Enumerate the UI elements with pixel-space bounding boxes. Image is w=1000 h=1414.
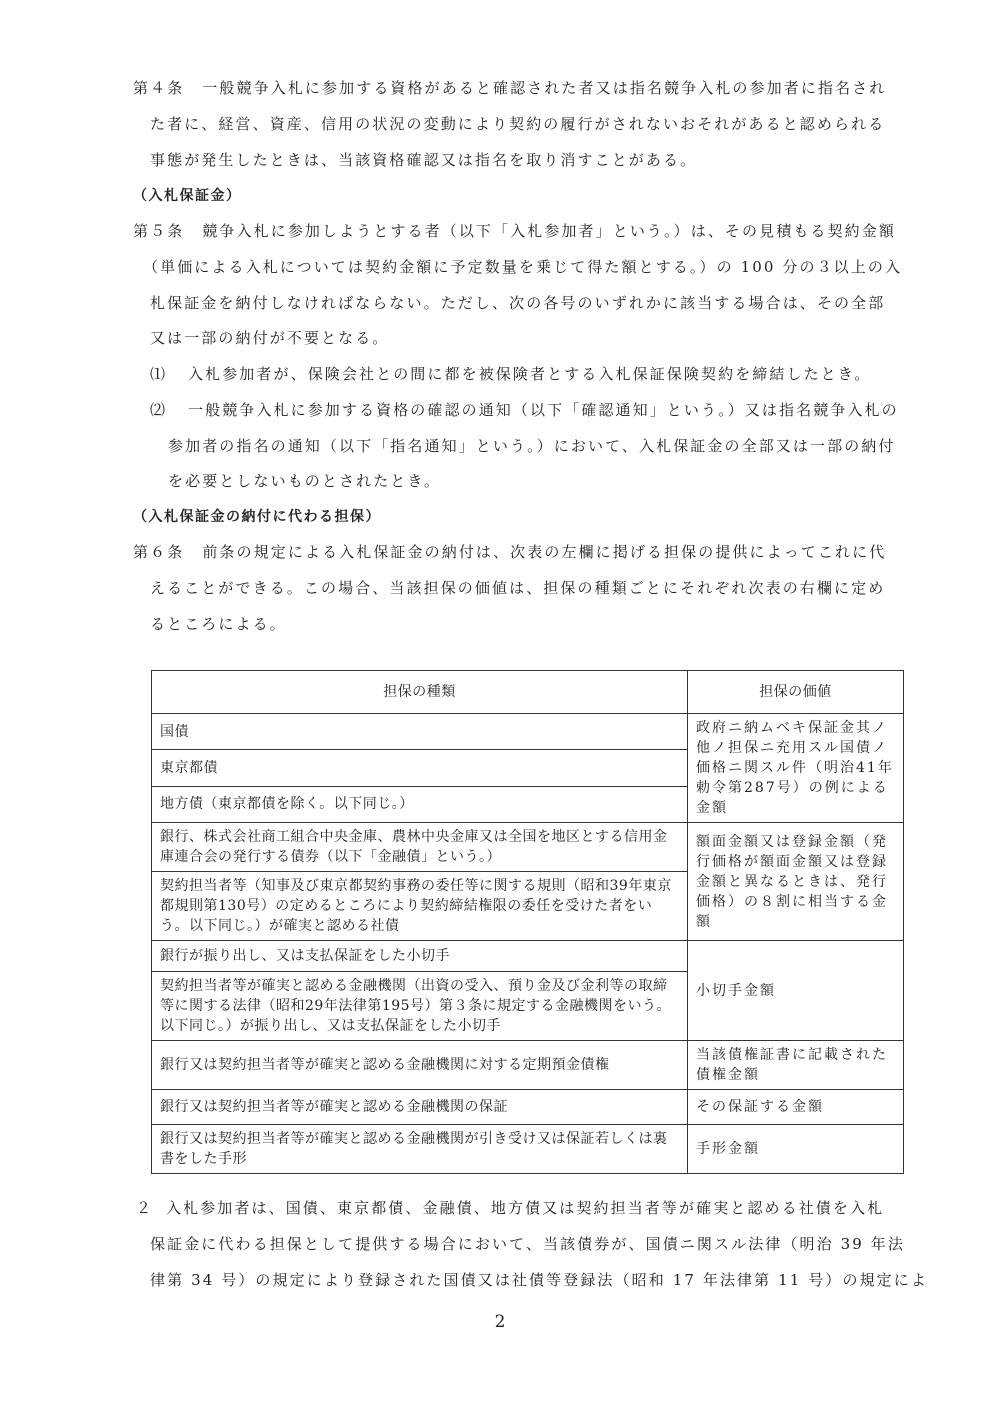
paragraph-2-line-3: 律第 34 号）の規定により登録された国債又は社債等登録法（昭和 17 年法律第 11 号）の規定によ — [150, 1271, 928, 1289]
paragraph-2-line-1 — [136, 1198, 884, 1218]
item-2-line-3: を必要としないものとされたとき。 — [168, 472, 442, 490]
item-2-line-1 — [150, 400, 899, 420]
security-type-cell: 銀行又は契約担当者等が確実と認める金融機関に対する定期預金債権 — [152, 1041, 688, 1090]
article-6-line-1 — [133, 542, 886, 562]
article-4-line-2: た者に、経営、資産、信用の状況の変動により契約の履行がされないおそれがあると認められる — [150, 115, 886, 133]
security-type-cell: 契約担当者等が確実と認める金融機関（出資の受入、預り金及び金利等の取締等に関する法律（昭和29年法律第195号）第３条に規定する金融機関をいう。以下同じ。）が振り出し、又は支払保証をした小切手 — [152, 972, 688, 1041]
article-text: 競争入札に参加しようとする者（以下「入札参加者」という。）は、その見積もる契約金額 — [202, 222, 896, 240]
table-row — [152, 714, 904, 750]
security-type-cell: 銀行が振り出し、又は支払保証をした小切手 — [152, 941, 688, 972]
paragraph-number: ２ — [136, 1199, 154, 1217]
article-4-line-3: 事態が発生したときは、当該資格確認又は指名を取り消すことがある。 — [150, 151, 698, 169]
header-security-type: 担保の種類 — [152, 671, 688, 714]
article-5-line-3: 札保証金を納付しなければならない。ただし、次の各号のいずれかに該当する場合は、その全部 — [150, 294, 886, 312]
table-row — [152, 823, 904, 872]
article-number: 第４条 — [133, 79, 185, 97]
security-value-cell: 小切手金額 — [688, 941, 904, 1041]
table-row — [152, 1041, 904, 1090]
paragraph-text: 入札参加者は、国債、東京都債、金融債、地方債又は契約担当者等が確実と認める社債を入札 — [166, 1199, 885, 1217]
page-number: 2 — [494, 1312, 506, 1332]
security-type-cell: 銀行又は契約担当者等が確実と認める金融機関が引き受け又は保証若しくは裏書をした手形 — [152, 1125, 688, 1174]
article-text: 前条の規定による入札保証金の納付は、次表の左欄に掲げる担保の提供によってこれに代 — [202, 543, 887, 561]
article-text: 一般競争入札に参加する資格があると確認された者又は指名競争入札の参加者に指名され — [202, 79, 887, 97]
item-text: 一般競争入札に参加する資格の確認の通知（以下「確認通知」という。）又は指名競争入札の — [188, 401, 899, 419]
security-value-cell: 手形金額 — [688, 1125, 904, 1174]
security-value-cell: その保証する金額 — [688, 1090, 904, 1125]
security-table — [151, 670, 904, 1174]
header-security-value: 担保の価値 — [688, 671, 904, 714]
table-row — [152, 1125, 904, 1174]
table-row — [152, 941, 904, 972]
security-type-cell: 銀行又は契約担当者等が確実と認める金融機関の保証 — [152, 1090, 688, 1125]
security-type-cell: 地方債（東京都債を除く。以下同じ。） — [152, 786, 688, 822]
article-5-line-2: （単価による入札については契約金額に予定数量を乗じて得た額とする。）の 100 分の３以上の入 — [143, 258, 903, 276]
article-4-line-1 — [133, 78, 886, 98]
security-value-cell: 額面金額又は登録金額（発行価格が額面金額又は登録金額と異なるときは、発行価格）の８割に相当する金額 — [688, 823, 904, 941]
article-number: 第５条 — [133, 222, 185, 240]
article-number: 第６条 — [133, 543, 185, 561]
table-row — [152, 1090, 904, 1125]
item-number: ⑵ — [150, 401, 168, 419]
item-text: 入札参加者が、保険会社との間に都を被保険者とする入札保証保険契約を締結したとき。 — [188, 365, 872, 383]
article-6-line-3: るところによる。 — [150, 615, 287, 633]
security-value-cell: 政府ニ納ムベキ保証金其ノ他ノ担保ニ充用スル国債ノ価格ニ関スル件（明治41年勅令第287号）の例による金額 — [688, 714, 904, 823]
section-heading: （入札保証金の納付に代わる担保） — [133, 509, 381, 525]
security-value-cell: 当該債権証書に記載された債権金額 — [688, 1041, 904, 1090]
section-heading: （入札保証金） — [133, 188, 242, 204]
security-type-cell: 国債 — [152, 714, 688, 750]
paragraph-2-line-2: 保証金に代わる担保として提供する場合において、当該債券が、国債ニ関スル法律（明治 39 年法 — [150, 1235, 905, 1253]
item-number: ⑴ — [150, 365, 168, 383]
article-6-line-2: えることができる。この場合、当該担保の価値は、担保の種類ごとにそれぞれ次表の右欄に定め — [150, 579, 886, 597]
security-type-cell: 銀行、株式会社商工組合中央金庫、農林中央金庫又は全国を地区とする信用金庫連合会の発行する債券（以下「金融債」という。） — [152, 823, 688, 872]
security-type-cell: 東京都債 — [152, 750, 688, 786]
security-type-cell: 契約担当者等（知事及び東京都契約事務の委任等に関する規則（昭和39年東京都規則第130号）の定めるところにより契約締結権限の委任を受けた者をいう。以下同じ。）が確実と認める社債 — [152, 872, 688, 941]
article-5-line-4: 又は一部の納付が不要となる。 — [150, 329, 390, 347]
item-1-line-1 — [150, 364, 871, 384]
table-header-row — [152, 671, 904, 714]
item-2-line-2: 参加者の指名の通知（以下「指名通知」という。）において、入札保証金の全部又は一部の納付 — [168, 437, 896, 455]
article-5-line-1 — [133, 221, 896, 241]
